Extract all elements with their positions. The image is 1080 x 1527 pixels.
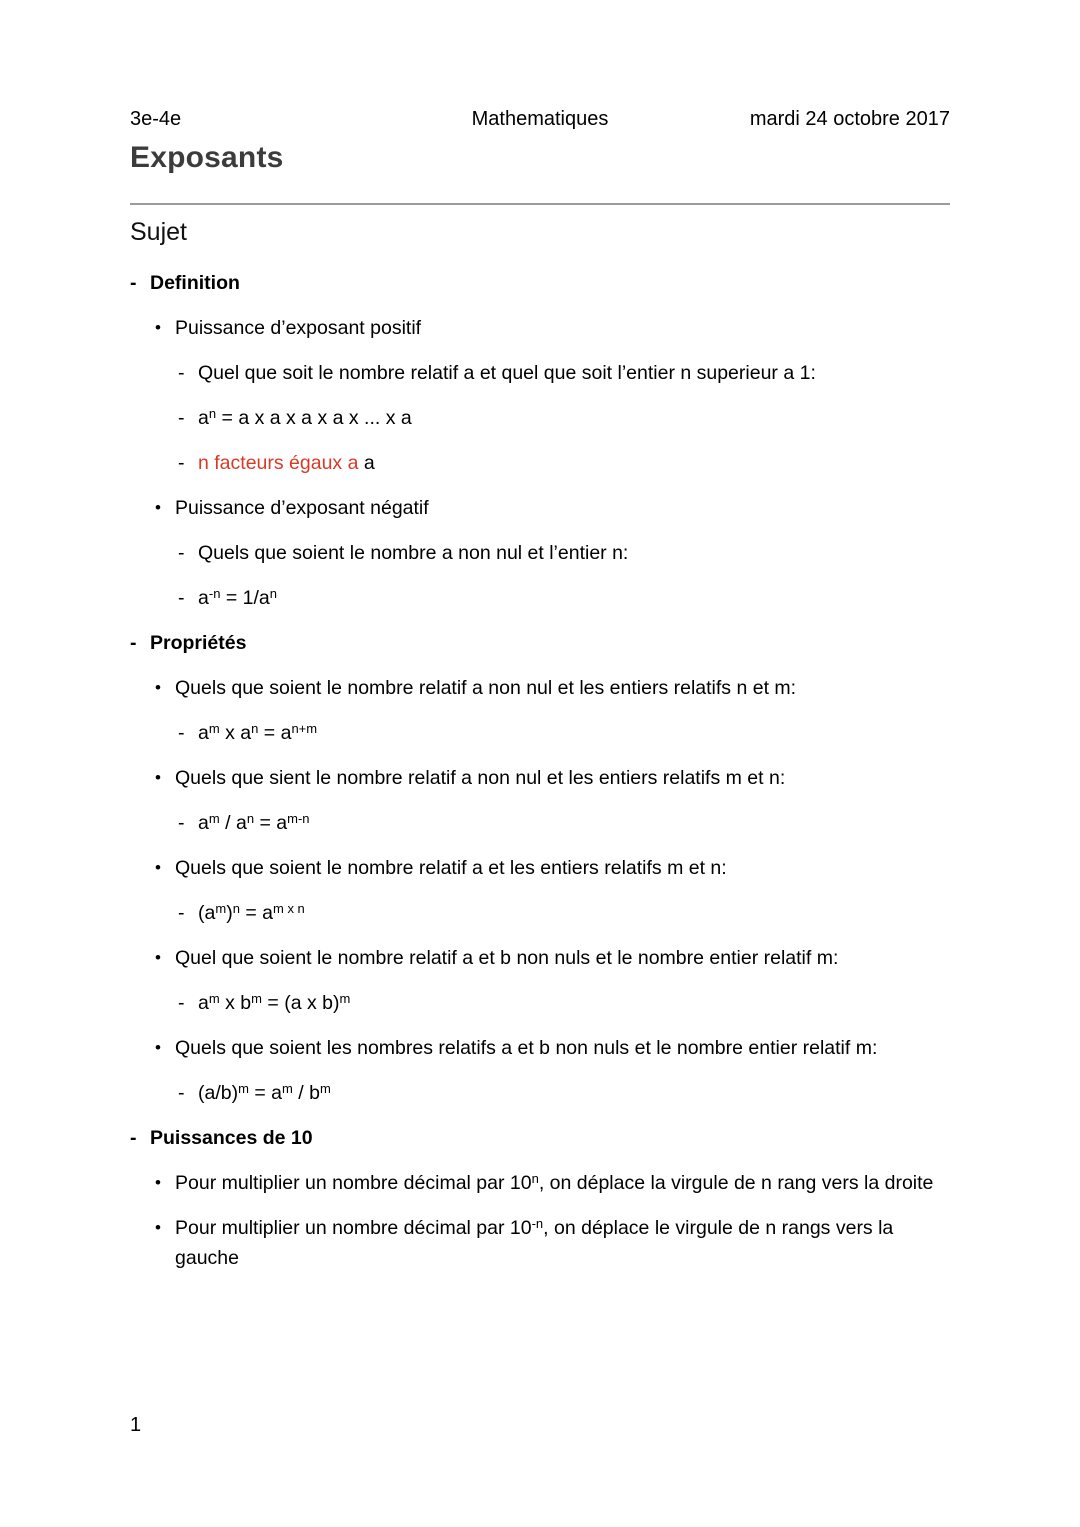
superscript: m xyxy=(208,811,220,826)
text-segment: Pour multiplier un nombre décimal par 10 xyxy=(175,1172,532,1194)
outline-item-text: Quels que soient le nombre relatif a non nul et les entiers relatifs n et m: xyxy=(175,677,797,699)
outline-item xyxy=(130,493,950,523)
outline-item-text xyxy=(175,1213,950,1273)
outline-item xyxy=(130,763,950,793)
text-segment: / b xyxy=(292,1082,320,1104)
text-segment: = (a x b) xyxy=(261,992,340,1014)
text-segment: (a/b) xyxy=(198,1082,239,1104)
bullet-dash-icon: - xyxy=(178,722,185,744)
outline-item-text: Quels que soient le nombre a non nul et l’entier n: xyxy=(198,542,629,564)
text-segment: n facteurs égaux a xyxy=(198,452,359,474)
text-segment: = a x a x a x a x ... x a xyxy=(216,407,412,429)
superscript: m-n xyxy=(287,811,310,826)
bullet-dot-icon: • xyxy=(155,678,161,697)
outline-item-text: Puissance d’exposant positif xyxy=(175,317,422,339)
outline-item-text: Quels que soient les nombres relatifs a et b non nuls et le nombre entier relatif m: xyxy=(175,1037,878,1059)
superscript: m xyxy=(208,721,220,736)
outline-item-text xyxy=(198,808,950,838)
superscript: n xyxy=(531,1171,539,1186)
bullet-dash-icon: - xyxy=(178,407,185,429)
outline-item-text: Quels que sient le nombre relatif a non nul et les entiers relatifs m et n: xyxy=(175,767,786,789)
text-segment: = a xyxy=(258,722,292,744)
page-title: Exposants xyxy=(130,141,284,174)
outline-item-text xyxy=(198,403,950,433)
text-segment: ) xyxy=(226,902,233,924)
bullet-dash-icon: - xyxy=(130,632,137,654)
text-segment: a xyxy=(198,812,209,834)
outline-item-text xyxy=(175,1168,950,1198)
text-segment: , on déplace le virgule de n rangs vers la gauche xyxy=(175,1217,894,1269)
outline-item xyxy=(130,1078,950,1108)
outline-item xyxy=(130,313,950,343)
outline-item-text: Quels que soient le nombre relatif a et les entiers relatifs m et n: xyxy=(175,857,727,879)
text-segment: = a xyxy=(254,812,288,834)
outline-item xyxy=(130,808,950,838)
superscript: n xyxy=(269,586,277,601)
outline-item-text: Puissance d’exposant négatif xyxy=(175,497,429,519)
superscript: m xyxy=(215,901,227,916)
outline-item-text xyxy=(198,898,950,928)
outline-item-text xyxy=(198,583,950,613)
outline-item xyxy=(130,1123,950,1153)
outline-item-text xyxy=(198,1078,950,1108)
outline xyxy=(130,268,950,1273)
text-segment: Pour multiplier un nombre décimal par 10 xyxy=(175,1217,532,1239)
header-subject: Mathematiques xyxy=(471,108,609,130)
text-segment: x a xyxy=(219,722,252,744)
text-segment: a xyxy=(358,452,375,474)
outline-item xyxy=(130,718,950,748)
bullet-dot-icon: • xyxy=(155,318,161,337)
text-segment: x b xyxy=(219,992,252,1014)
outline-item-text xyxy=(198,988,950,1018)
superscript: m xyxy=(251,991,262,1006)
bullet-dash-icon: - xyxy=(178,362,185,384)
outline-item xyxy=(130,1168,950,1198)
superscript: m xyxy=(282,1081,293,1096)
superscript: n xyxy=(232,901,240,916)
bullet-dot-icon: • xyxy=(155,948,161,967)
bullet-dot-icon: • xyxy=(155,1218,161,1237)
bullet-dash-icon: - xyxy=(178,1082,185,1104)
outline-item xyxy=(130,943,950,973)
document-content xyxy=(130,0,950,1288)
outline-item xyxy=(130,268,950,298)
outline-item-text: Propriétés xyxy=(150,632,247,654)
bullet-dash-icon: - xyxy=(178,587,185,609)
page-number: 1 xyxy=(130,1414,142,1436)
outline-item-text: Definition xyxy=(150,272,240,294)
superscript: n xyxy=(246,811,255,826)
bullet-dot-icon: • xyxy=(155,1173,161,1192)
outline-item xyxy=(130,538,950,568)
outline-item xyxy=(130,583,950,613)
bullet-dash-icon: - xyxy=(130,1127,137,1149)
text-segment: a xyxy=(198,722,209,744)
superscript: -n xyxy=(531,1216,544,1231)
bullet-dash-icon: - xyxy=(178,812,185,834)
text-segment: a xyxy=(198,587,209,609)
text-segment: / a xyxy=(219,812,247,834)
outline-item xyxy=(130,1033,950,1063)
outline-item xyxy=(130,1213,950,1273)
superscript: m xyxy=(339,991,351,1006)
bullet-dash-icon: - xyxy=(178,992,185,1014)
bullet-dash-icon: - xyxy=(178,452,185,474)
outline-item-text: Quel que soient le nombre relatif a et b non nuls et le nombre entier relatif m: xyxy=(175,947,839,969)
outline-item-text xyxy=(198,718,950,748)
outline-item xyxy=(130,448,950,478)
superscript: m xyxy=(238,1081,249,1096)
bullet-dot-icon: • xyxy=(155,768,161,787)
bullet-dash-icon: - xyxy=(130,272,137,294)
text-segment: a xyxy=(198,992,209,1014)
bullet-dash-icon: - xyxy=(178,542,185,564)
subject-heading: Sujet xyxy=(130,218,187,246)
text-segment: = a xyxy=(239,902,273,924)
superscript: m xyxy=(208,991,220,1006)
outline-item xyxy=(130,403,950,433)
outline-item xyxy=(130,628,950,658)
outline-item-text: Puissances de 10 xyxy=(150,1127,313,1149)
bullet-dot-icon: • xyxy=(155,1038,161,1057)
outline-item xyxy=(130,898,950,928)
header-class-level: 3e-4e xyxy=(130,108,182,130)
page-header xyxy=(130,0,950,132)
bullet-dot-icon: • xyxy=(155,858,161,877)
text-segment: = 1/a xyxy=(220,587,270,609)
outline-item xyxy=(130,988,950,1018)
superscript: m xyxy=(319,1081,331,1096)
outline-item xyxy=(130,358,950,388)
text-segment: , on déplace la virgule de n rang vers la droite xyxy=(538,1172,934,1194)
superscript: m x n xyxy=(273,901,305,916)
outline-item-text xyxy=(198,448,950,478)
header-date: mardi 24 octobre 2017 xyxy=(749,108,950,130)
superscript: n xyxy=(251,721,259,736)
text-segment: = a xyxy=(248,1082,283,1104)
bullet-dash-icon: - xyxy=(178,902,185,924)
outline-item xyxy=(130,673,950,703)
superscript: n+m xyxy=(291,721,318,736)
text-segment: (a xyxy=(198,902,216,924)
outline-item xyxy=(130,853,950,883)
outline-item-text: Quel que soit le nombre relatif a et quel que soit l’entier n superieur a 1: xyxy=(198,362,816,384)
superscript: -n xyxy=(208,586,221,601)
text-segment: a xyxy=(198,407,209,429)
superscript: n xyxy=(208,406,217,421)
horizontal-rule xyxy=(130,203,950,205)
bullet-dot-icon: • xyxy=(155,498,161,517)
